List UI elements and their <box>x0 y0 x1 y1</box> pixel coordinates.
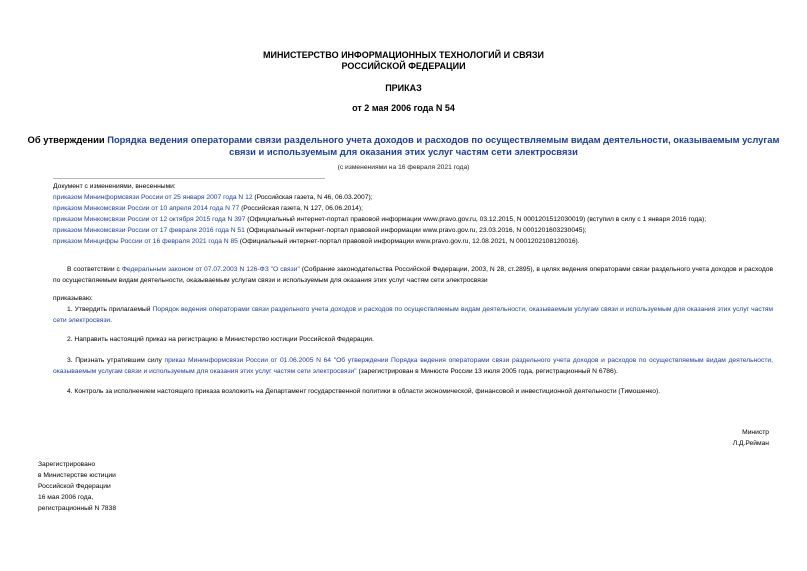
revision-note: (с изменениями на 16 февраля 2021 года) <box>337 164 470 171</box>
preamble-text: (Собрание законодательства Российской Федерации, 2003, N 28, ст.2895), в целях ведения операторами связи раздельного учета доходов и расходов по осуществляемым видам деятельности, оказываемым услугам связи и используемым для оказания этих услуг частям сети электросвязи <box>53 266 774 284</box>
change-link[interactable]: приказом Минкомсвязи России от 10 апреля 2014 года N 77 <box>53 205 240 212</box>
change-source: (Официальный интернет-портал правовой информации www.pravo.gov.ru, 03.12.2015, N 0001201512030019) (вступил в силу с 1 января 2016 года); <box>245 216 707 223</box>
clause-3-tail: (зарегистрирован в Минюсте России 13 июля 2005 года, регистрационный N 6786). <box>356 368 618 375</box>
signer-position: Министр <box>742 429 769 436</box>
clause-1 <box>53 304 773 326</box>
change-link[interactable]: приказом Минцифры России от 16 февраля 2021 года N 85 <box>53 238 238 245</box>
federal-law-link[interactable]: Федеральным законом от 07.07.2003 N 126-ФЗ "О связи" <box>121 266 300 273</box>
change-link[interactable]: приказом Минкомсвязи России от 17 февраля 2016 года N 51 <box>53 227 245 234</box>
document-type: ПРИКАЗ <box>385 83 422 93</box>
document-title-line2 <box>0 145 807 158</box>
changes-item <box>53 192 773 203</box>
change-link[interactable]: приказом Минкомсвязи России от 12 октября 2015 года N 397 <box>53 216 246 223</box>
preamble-paragraph <box>53 264 773 286</box>
registration-line: Российской Федерации <box>38 483 111 490</box>
clause-2: 2. Направить настоящий приказ на регистрацию в Министерство юстиции Российской Федерации. <box>67 336 374 343</box>
registration-line: 16 мая 2006 года, <box>38 494 94 501</box>
registration-line: регистрационный N 7838 <box>38 505 117 512</box>
clause-1-text: 1. Утвердить прилагаемый <box>67 306 153 313</box>
clause-1-end: . <box>110 317 112 324</box>
document-date-number: от 2 мая 2006 года N 54 <box>352 103 455 113</box>
changes-item <box>53 214 773 225</box>
clause-3-text: 3. Признать утратившим силу <box>67 357 165 364</box>
registration-block <box>38 459 116 514</box>
title-link-part2[interactable]: связи и используемым для оказания этих услуг частям сети электросвязи <box>229 146 578 157</box>
change-source: (Официальный интернет-портал правовой информации www.pravo.gov.ru, 12.08.2021, N 0001202108120016). <box>237 238 580 245</box>
clause-3 <box>53 355 773 377</box>
change-source: (Российская газета, N 127, 06.06.2014); <box>239 205 363 212</box>
registration-line: Зарегистрировано <box>38 461 96 468</box>
preamble-text: В соответствии с <box>67 266 122 273</box>
repealed-order-link[interactable]: приказ Мининформсвязи России от 01.06.2005 N 64 "Об утверждении Порядка ведения операторами связи раздельного учета доходов и расходов по осуществляемым видам деятельности, оказываемым услугам связи и используемым для оказания этих услуг частям сети электросвязи" <box>53 357 773 375</box>
ministry-name-line2: РОССИЙСКОЙ ФЕДЕРАЦИИ <box>341 61 466 71</box>
changes-block <box>53 181 773 247</box>
changes-item <box>53 203 773 214</box>
ministry-name-line1: МИНИСТЕРСТВО ИНФОРМАЦИОННЫХ ТЕХНОЛОГИЙ И СВЯЗИ <box>263 50 544 60</box>
title-prefix: Об утверждении <box>27 134 108 145</box>
change-source: (Официальный интернет-портал правовой информации www.pravo.gov.ru, 23.03.2016, N 0001201603230045); <box>244 227 587 234</box>
orders-word: приказываю: <box>53 295 93 302</box>
change-link[interactable]: приказом Мининформсвязи России от 25 января 2007 года N 12 <box>53 194 253 201</box>
changes-item <box>53 225 773 236</box>
change-source: (Российская газета, N 46, 06.03.2007); <box>252 194 373 201</box>
divider <box>53 178 325 179</box>
clause-4: 4. Контроль за исполнением настоящего приказа возложить на Департамент государственной политики в области экономической, финансовой и инвестиционной деятельности (Тимошенко). <box>67 388 661 395</box>
procedure-link[interactable]: Порядок ведения операторами связи раздельного учета доходов и расходов по осуществляемым видам деятельности, оказываемым услугам связи и используемым для оказания этих услуг частям сети электросвязи <box>53 306 773 324</box>
registration-line: в Министерстве юстиции <box>38 472 116 479</box>
changes-intro: Документ с изменениями, внесенными: <box>53 183 176 190</box>
changes-item <box>53 236 773 247</box>
signature-block <box>733 427 769 449</box>
signer-name: Л.Д.Рейман <box>732 440 769 447</box>
title-link-part1[interactable]: Порядка ведения операторами связи раздельного учета доходов и расходов по осуществляемым видам деятельности, оказываемым услугам <box>107 134 780 145</box>
